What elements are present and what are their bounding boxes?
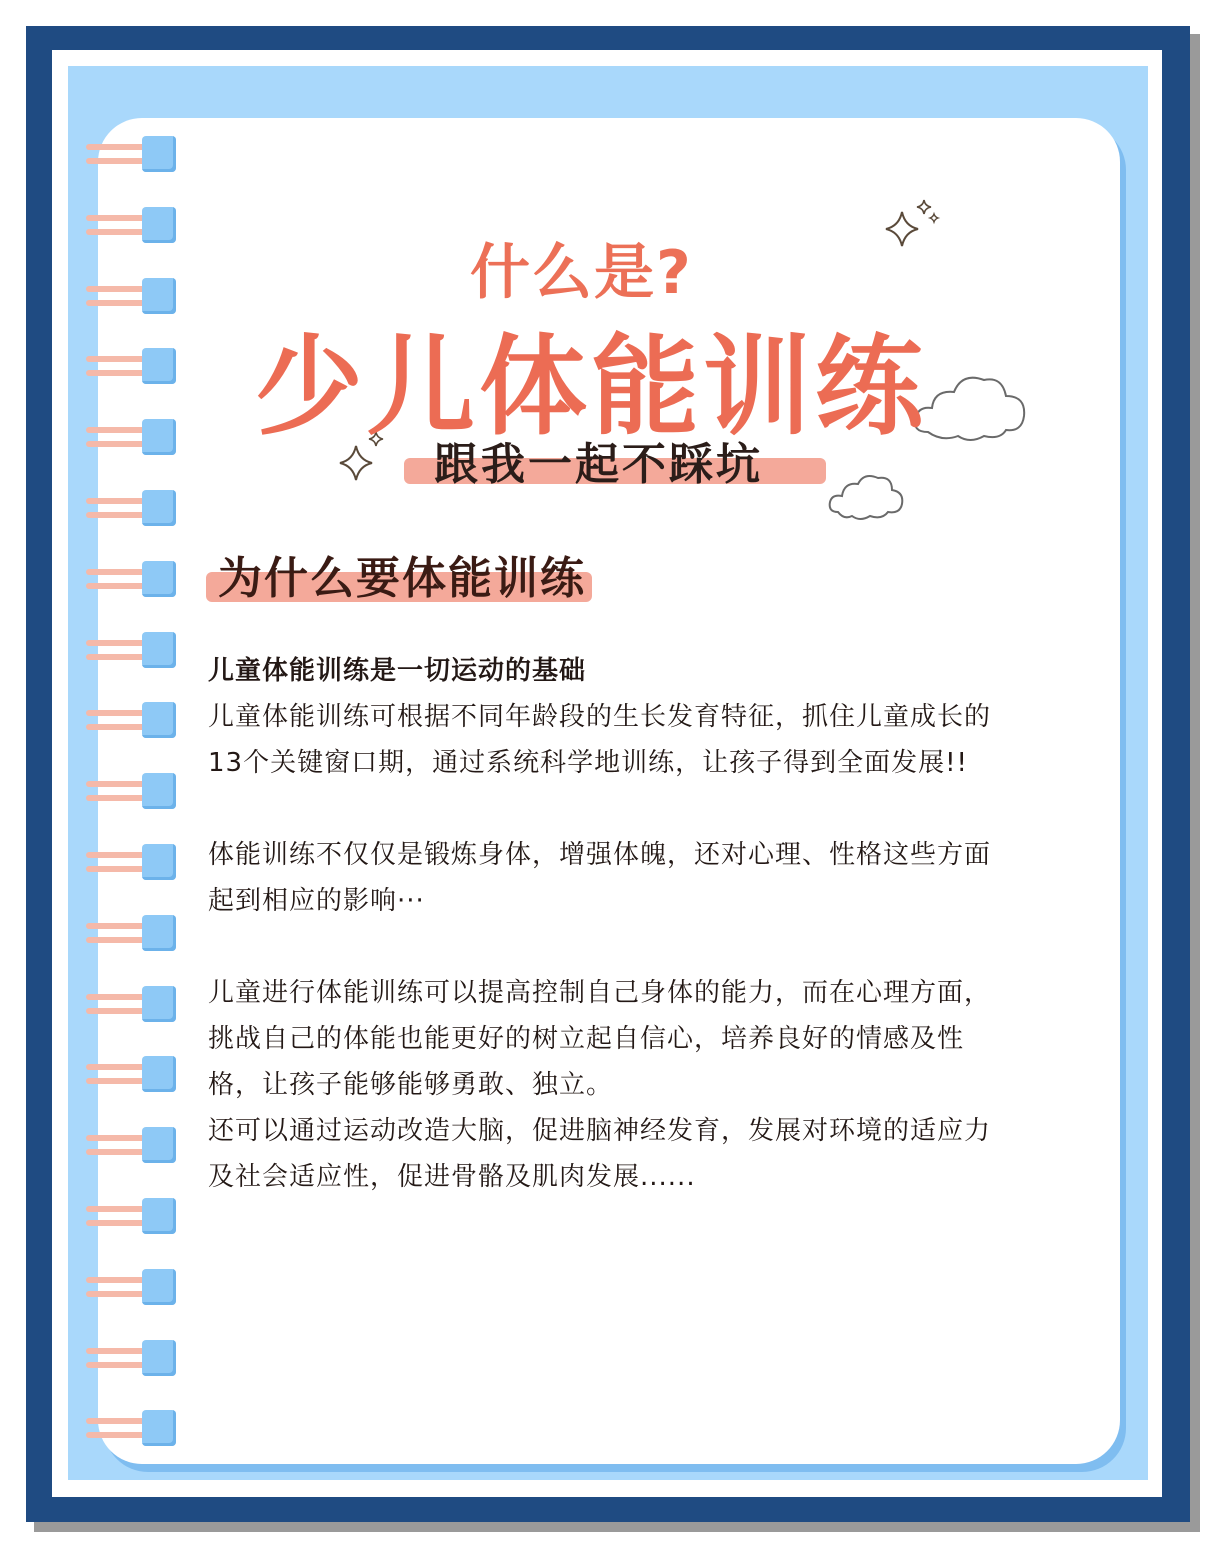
page-title: 少儿体能训练 bbox=[255, 325, 928, 450]
question-heading: 什么是? bbox=[470, 238, 693, 308]
paragraph-3: 儿童进行体能训练可以提高控制自己身体的能力，而在心理方面，挑战自己的体能也能更好的树立起自信心，培养良好的情感及性格，让孩子能够能够勇敢、独立。 bbox=[208, 978, 992, 1100]
spiral-ring-icon bbox=[86, 986, 176, 1022]
spiral-ring-icon bbox=[86, 278, 176, 314]
spiral-ring-icon bbox=[86, 1127, 176, 1163]
spiral-ring-icon bbox=[86, 1410, 176, 1446]
spiral-ring-icon bbox=[86, 702, 176, 738]
section-banner bbox=[206, 542, 592, 606]
spiral-ring-icon bbox=[86, 1056, 176, 1092]
paragraph-2: 体能训练不仅仅是锻炼身体，增强体魄，还对心理、性格这些方面起到相应的影响··· bbox=[208, 840, 992, 916]
spiral-ring-icon bbox=[86, 348, 176, 384]
section-heading: 为什么要体能训练 bbox=[218, 553, 586, 604]
lead-sentence: 儿童体能训练是一切运动的基础 bbox=[208, 656, 587, 686]
spiral-ring-icon bbox=[86, 207, 176, 243]
paragraph-4: 还可以通过运动改造大脑，促进脑神经发育，发展对环境的适应力及社会适应性，促进骨骼及肌肉发展...... bbox=[208, 1116, 992, 1192]
spiral-ring-icon bbox=[86, 773, 176, 809]
spiral-ring-icon bbox=[86, 490, 176, 526]
spiral-ring-icon bbox=[86, 419, 176, 455]
spiral-ring-icon bbox=[86, 1198, 176, 1234]
spiral-ring-icon bbox=[86, 632, 176, 668]
spiral-ring-icon bbox=[86, 561, 176, 597]
subtitle: 跟我一起不踩坑 bbox=[434, 439, 763, 490]
spiral-ring-icon bbox=[86, 915, 176, 951]
spiral-ring-icon bbox=[86, 844, 176, 880]
spiral-ring-icon bbox=[86, 1269, 176, 1305]
spacer bbox=[208, 924, 998, 970]
sparkle-icon bbox=[878, 196, 942, 254]
body-text bbox=[208, 648, 998, 1200]
spiral-ring-icon bbox=[86, 1340, 176, 1376]
paragraph-1: 儿童体能训练可根据不同年龄段的生长发育特征，抓住儿童成长的13个关键窗口期，通过系统科学地训练，让孩子得到全面发展!! bbox=[208, 702, 992, 778]
subtitle-banner bbox=[404, 428, 826, 488]
cloud-icon bbox=[826, 470, 906, 522]
spacer bbox=[208, 786, 998, 832]
spiral-ring-icon bbox=[86, 136, 176, 172]
